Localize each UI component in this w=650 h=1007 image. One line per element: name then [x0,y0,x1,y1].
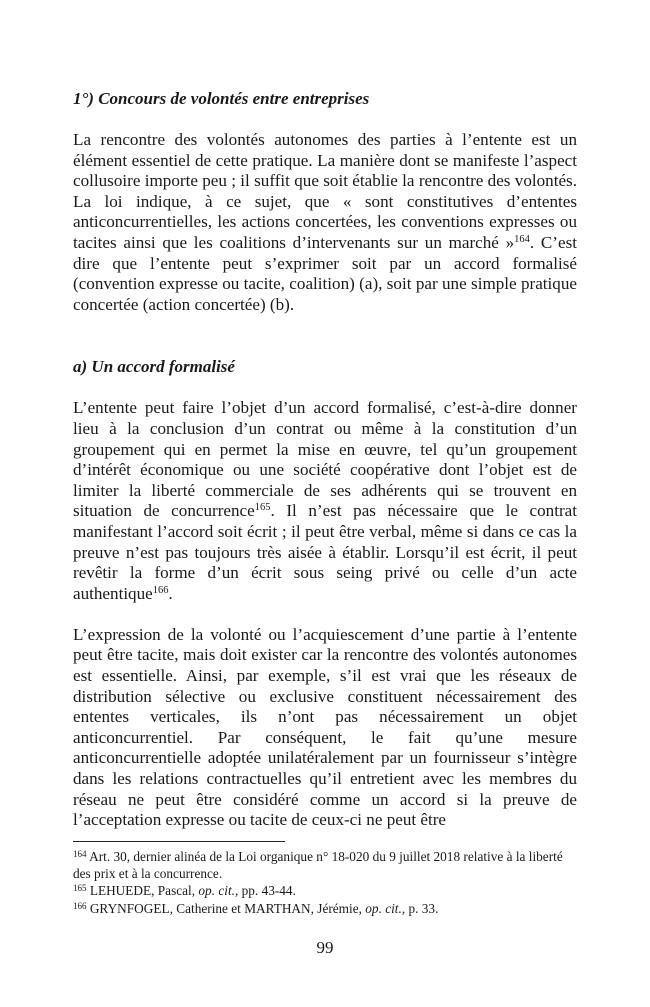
section-heading: 1°) Concours de volontés entre entreprises [73,89,370,108]
page-body [73,88,577,831]
footnote-number: 164 [73,849,87,859]
paragraph-text: La rencontre des volontés autonomes des parties à l’entente est un élément essentiel de cette pratique. La manière dont se manifeste l’aspect collusoire importe peu ; il suffit que soit établie la rencontre des volontés. La loi indique, à ce sujet, que « sont constitutives d’ententes anticoncurrentielles, les actions concertées, les conventions expresses ou tacites ainsi que les coalitions d’intervenants sur un marché » [73,130,577,252]
footnote-italic: op. cit. [198,883,235,899]
footnote-italic: op. cit. [365,900,402,916]
footnote-text: GRYNFOGEL, Catherine et MARTHAN, Jérémie, [89,900,366,916]
paragraph-text: . [168,583,173,603]
footnote-number: 165 [73,883,87,894]
footnote-text: Art. 30, dernier alinéa de la Loi organique n° 18-020 du 9 juillet 2018 relative à la liberté des prix et à la concurrence. [73,849,563,882]
paragraph-text: . C’est dire que l’entente peut s’exprimer soit par un accord formalisé (convention expresse ou tacite, coalition) (a), soit par une simple pratique concertée (action concertée) (b). [73,232,577,314]
footnote-ref-165[interactable]: 165 [254,502,271,514]
page-number: 99 [316,938,334,957]
footnote-text: LEHUEDE, Pascal, [89,883,199,899]
paragraph-text: . Il n’est pas nécessaire que le contrat manifestant l’accord soit écrit ; il peut être verbal, même si dans ce cas la preuve n’est pas toujours très aisée à établir. Lorsqu’il est écrit, il peut revêtir la forme d’un écrit sous seing privé ou celle d’un acte authentique [73,501,577,603]
footnote-ref-166[interactable]: 166 [152,584,169,596]
footnote-164 [73,848,577,882]
paragraph-text: L’entente peut faire l’objet d’un accord formalisé, c’est-à-dire donner lieu à la conclusion d’un contrat ou même à la constitution d’un groupement qui en permet la mise en œuvre, tel qu’un groupement d’intérêt économique ou une société coopérative dont l’objet est de limiter la liberté commerciale de ses adhérents qui se trouvent en situation de concurrence [73,398,577,521]
section-paragraph [73,130,577,315]
footnotes [73,848,577,917]
footnote-ref-164[interactable]: 164 [514,233,530,245]
footnote-number: 166 [73,900,87,911]
footnote-text: , pp. 43-44. [234,883,296,899]
footnote-165 [73,882,577,899]
footnote-166 [73,900,577,917]
subsection-paragraph-2: L’expression de la volonté ou l’acquiescement d’une partie à l’entente peut être tacite, mais doit exister car la rencontre des volontés autonomes est essentielle. Ainsi, par exemple, s’il est vrai que les réseaux de distribution sélective ou exclusive constituent nécessairement des ententes verticales, ils n’ont pas nécessairement un objet anticoncurrentiel. Par conséquent, le fait qu’une mesure anticoncurrentielle adoptée unilatéralement par un fournisseur s’intègre dans les relations contractuelles qu’il entretient avec les membres du réseau ne peut être considéré comme un accord si la preuve de l’acceptation expresse ou tacite de ceux-ci ne peut être [73,624,577,830]
subsection-heading: a) Un accord formalisé [73,357,235,377]
footnote-text: , p. 33. [401,900,439,916]
subsection-paragraph-1 [73,398,577,604]
footnote-separator [73,841,285,842]
